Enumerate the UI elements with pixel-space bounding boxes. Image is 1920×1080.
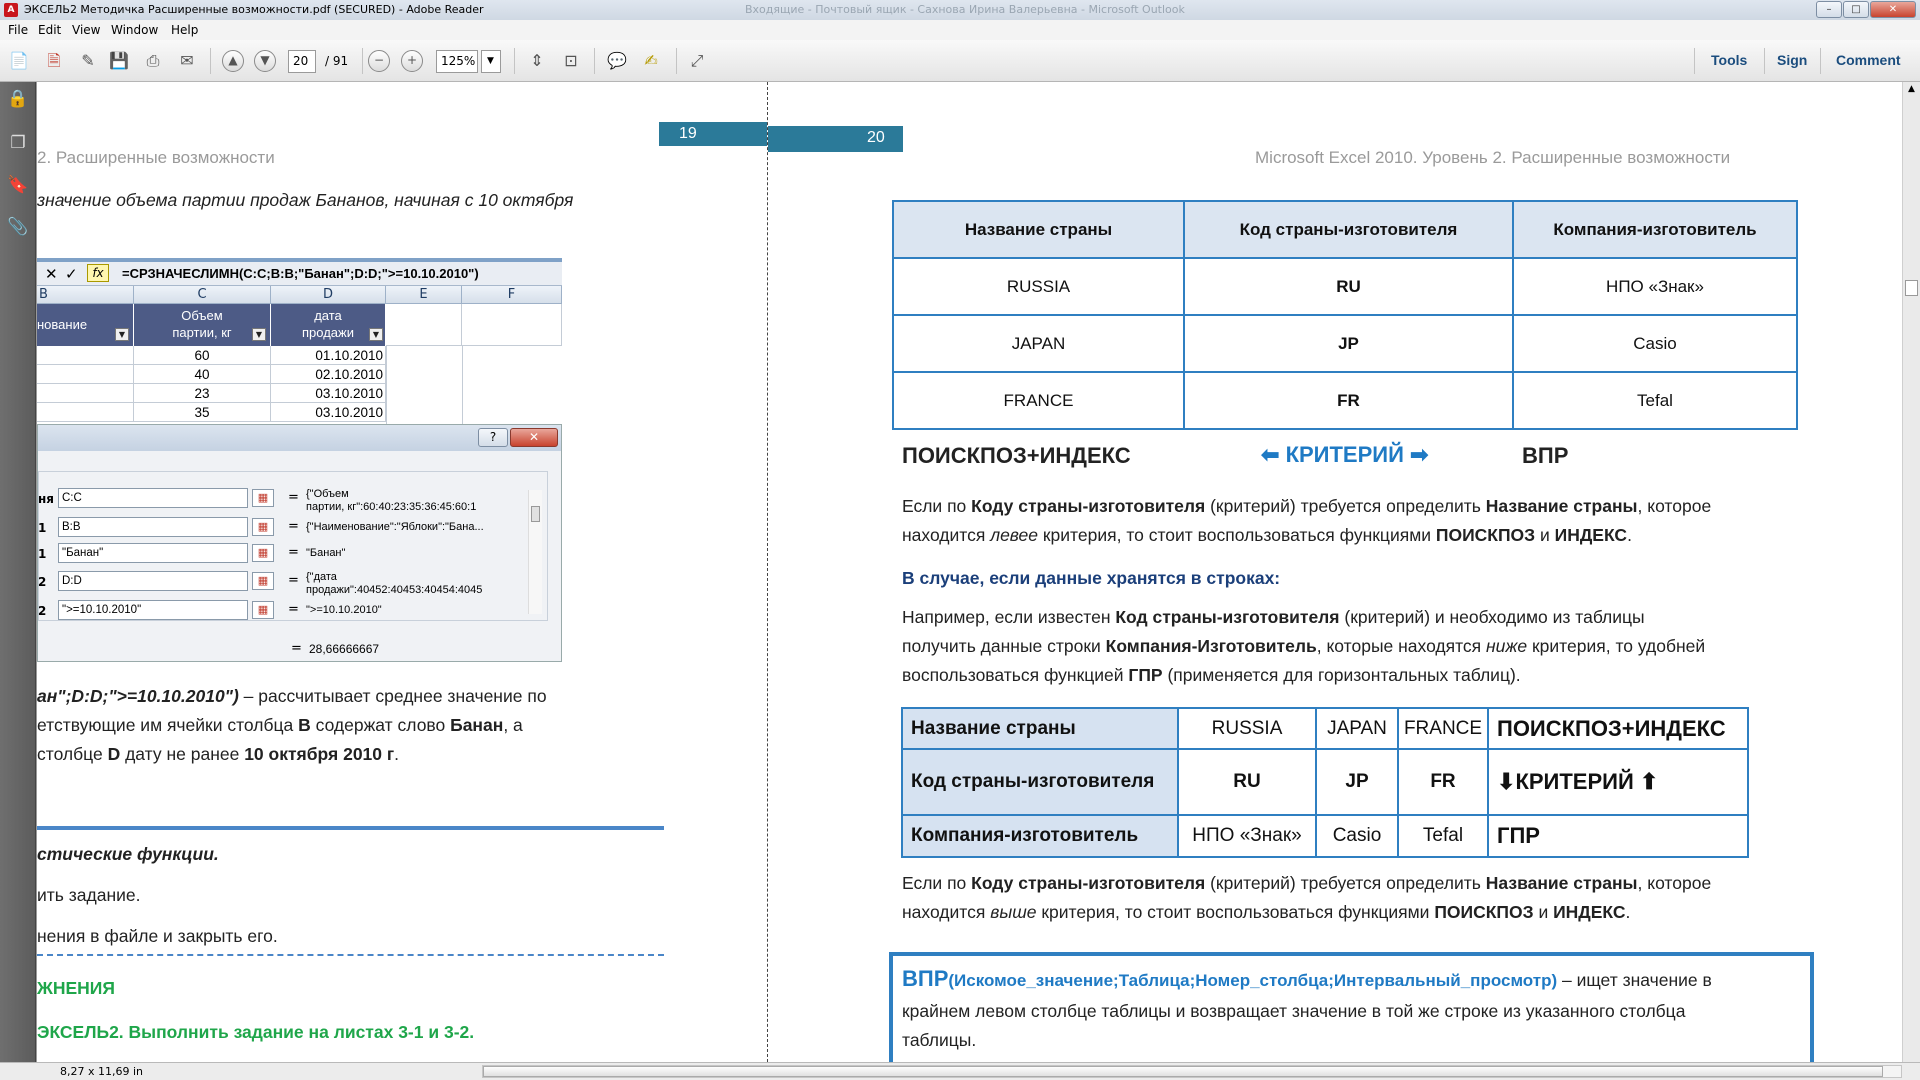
paragraph-3-line-1: [902, 873, 1711, 894]
bold-text: Название страны: [1485, 873, 1638, 893]
paragraph-1-line-1: [902, 496, 1711, 517]
text: .: [1627, 525, 1632, 545]
page-number-tab-left: 19: [659, 122, 767, 146]
page-total: / 91: [325, 54, 349, 68]
bold-text: ИНДЕКС: [1553, 902, 1626, 922]
bold-text: Название страны: [1485, 496, 1638, 516]
explain-text: содержат слово: [310, 715, 451, 735]
create-icon[interactable]: 🗎: [47, 51, 61, 70]
explain-text: етствующие им ячейки столбца: [37, 715, 299, 735]
rows-heading: В случае, если данные хранятся в строках:: [902, 568, 1281, 588]
arg-input: ">=10.10.2010": [58, 600, 248, 620]
dialog-scroll-thumb: [531, 506, 540, 522]
arg-label: 1: [38, 521, 47, 535]
table-row: [902, 749, 1748, 815]
attachment-icon[interactable]: 📎: [7, 217, 29, 237]
text: , которое: [1637, 873, 1712, 893]
header-date-line2: продажи: [302, 325, 354, 340]
exercises-heading: ЖНЕНИЯ: [37, 978, 115, 998]
dialog-scrollbar: [528, 490, 542, 614]
arg-input: C:C: [58, 488, 248, 508]
table-cell: JAPAN: [893, 315, 1184, 372]
fit-width-icon[interactable]: ⊡: [564, 51, 578, 70]
arg-result-line2: продажи":40452:40453:40454:4045: [306, 584, 483, 596]
table-cell: JP: [1316, 749, 1398, 815]
explain-line-1: [37, 686, 547, 707]
table-row: [902, 708, 1748, 749]
page-divider: [767, 82, 768, 1062]
column-header-e: E: [386, 286, 462, 304]
grid-line: [386, 346, 387, 424]
text: (критерий) и необходимо из таблицы: [1339, 607, 1645, 627]
paragraph-2-line-3: [902, 665, 1521, 686]
table-cell: НПО «Знак»: [1513, 258, 1797, 315]
scroll-up-icon[interactable]: ▲: [1908, 84, 1915, 94]
maximize-button[interactable]: □: [1843, 1, 1869, 18]
criterion-text: КРИТЕРИЙ: [1285, 442, 1404, 467]
toolbar-separator: [1764, 48, 1765, 74]
arg-result-line1: {"Объем: [306, 488, 349, 500]
page-number-tab-right: 20: [768, 126, 903, 152]
cell-volume: 23: [134, 384, 271, 403]
bold-text: ГПР: [1128, 665, 1163, 685]
function-arguments-dialog: [37, 424, 562, 662]
arg-label: ня: [38, 492, 54, 506]
explain-text: столбце: [37, 744, 108, 764]
cell-date: 03.10.2010: [271, 384, 386, 403]
table-cell: RU: [1178, 749, 1316, 815]
cell-date: 01.10.2010: [271, 346, 386, 365]
bold-text: Код страны-изготовителя: [1115, 607, 1340, 627]
cancel-icon: ✕: [45, 265, 58, 283]
lock-icon[interactable]: 🔒: [7, 89, 29, 109]
previous-page-icon[interactable]: ▲: [222, 50, 244, 72]
toolbar: [0, 40, 1920, 82]
text: и: [1533, 902, 1554, 922]
header-volume-line2: партии, кг: [172, 325, 232, 340]
vertical-scrollbar[interactable]: [1902, 82, 1920, 1062]
bold-text: Компания-Изготовитель: [1105, 636, 1317, 656]
save-icon[interactable]: 💾: [109, 51, 129, 70]
range-picker-icon: ▦: [252, 518, 274, 536]
toolbar-separator: [514, 48, 515, 74]
toolbar-separator: [1694, 48, 1695, 74]
table-cell: ПОИСКПОЗ+ИНДЕКС: [1488, 708, 1748, 749]
pages-thumbnail-icon[interactable]: ❐: [10, 133, 26, 153]
table-header-cell: Компания-изготовитель: [1513, 201, 1797, 258]
text: (критерий) требуется определить: [1205, 873, 1486, 893]
italic-text: левее: [990, 525, 1039, 545]
arg-label: 1: [38, 547, 47, 561]
arg-result-line2: партии, кг":60:40:23:35:36:45:60:1: [306, 501, 477, 513]
paragraph-3-line-2: [902, 902, 1630, 923]
arg-input: D:D: [58, 571, 248, 591]
text: , которое: [1637, 496, 1712, 516]
print-icon[interactable]: ⎙: [146, 51, 160, 70]
close-button[interactable]: ✕: [1870, 1, 1916, 18]
header-volume: [134, 304, 271, 346]
left-page-intro: значение объема партии продаж Бананов, начиная с 10 октября: [37, 190, 574, 210]
table-row: [893, 372, 1797, 429]
paragraph-2-line-1: [902, 607, 1645, 628]
equals-sign: =: [288, 490, 299, 505]
cell-empty: [37, 346, 134, 365]
cell-empty: [37, 403, 134, 422]
toolbar-separator: [210, 48, 211, 74]
equals-sign: =: [288, 573, 299, 588]
equals-sign: =: [288, 545, 299, 560]
cell-empty: [386, 304, 462, 346]
table-cell: FRANCE: [1398, 708, 1488, 749]
table-row-label: Компания-изготовитель: [902, 815, 1178, 857]
enter-icon: ✓: [65, 265, 78, 283]
task-line-2: нения в файле и закрыть его.: [37, 926, 278, 946]
column-header-b: B: [37, 286, 134, 304]
text: (применяется для горизонтальных таблиц).: [1162, 665, 1521, 685]
excel-screenshot: [37, 258, 562, 424]
explain-text: .: [394, 744, 400, 764]
criterion-label: [1261, 442, 1428, 468]
table-cell: FRANCE: [893, 372, 1184, 429]
sticky-note-icon[interactable]: 💬: [607, 51, 627, 70]
menu-help[interactable]: Help: [171, 23, 199, 37]
equals-sign: =: [288, 519, 299, 534]
vpr-line-2: крайнем левом столбце таблицы и возвращает значение в той же строке из указанного столбца: [902, 1001, 1686, 1021]
cell-empty: [37, 365, 134, 384]
section-heading: стические функции.: [37, 844, 219, 864]
table-cell: FR: [1184, 372, 1513, 429]
sign-pane-button[interactable]: Sign: [1777, 52, 1808, 68]
menu-edit[interactable]: Edit: [38, 23, 62, 37]
equals-sign: =: [288, 602, 299, 617]
arg-input: B:B: [58, 517, 248, 537]
paragraph-1-line-2: [902, 525, 1632, 546]
country-table-vertical: [892, 200, 1798, 430]
navigation-pane: [0, 82, 36, 1062]
status-bar: [0, 1062, 1920, 1080]
bookmark-icon[interactable]: 🔖: [7, 175, 29, 195]
arg-input: "Банан": [58, 543, 248, 563]
document-view[interactable]: [37, 82, 1920, 1062]
arrow-up-icon: ⬆: [1639, 769, 1659, 794]
text: находится: [902, 902, 991, 922]
arrow-right-icon: ➡: [1410, 442, 1429, 467]
filter-dropdown-chevron-down-icon: ▼: [252, 328, 266, 341]
text: Если по: [902, 873, 972, 893]
vpr-args: (Искомое_значение;Таблица;Номер_столбца;Интервальный_просмотр): [948, 971, 1558, 990]
text: (критерий) требуется определить: [1205, 496, 1486, 516]
table-row: [902, 815, 1748, 857]
table-cell: ГПР: [1488, 815, 1748, 857]
table-cell: FR: [1398, 749, 1488, 815]
filter-dropdown-chevron-down-icon: ▼: [115, 328, 129, 341]
explain-text: , а: [503, 715, 523, 735]
table-cell: JP: [1184, 315, 1513, 372]
text: критерия, то удобней: [1527, 636, 1706, 656]
formula-text: =СРЗНАЧЕСЛИМН(C:C;B:B;"Банан";D:D;">=10.10.2010"): [122, 266, 479, 281]
total-equals-sign: =: [291, 641, 302, 656]
arg-result: "Банан": [306, 547, 346, 559]
table-cell: Tefal: [1398, 815, 1488, 857]
arg-result: {"Наименование":"Яблоки":"Бана...: [306, 521, 484, 533]
text: и: [1535, 525, 1555, 545]
arrow-down-icon: ⬇: [1497, 769, 1516, 794]
column-header-d: D: [271, 286, 386, 304]
arg-result: [306, 488, 476, 514]
arg-result: [306, 571, 482, 597]
explain-bold: Банан: [450, 715, 504, 735]
arg-label: 2: [38, 575, 47, 589]
column-header-f: F: [462, 286, 562, 304]
grid-line: [462, 346, 463, 424]
vpr-name: ВПР: [902, 966, 949, 991]
explain-text: – рассчитывает среднее значение по: [238, 686, 547, 706]
background-window-title: Входящие - Почтовый ящик - Сахнова Ирина Валерьевна - Microsoft Outlook: [745, 3, 1185, 16]
formula-italic: ан";D:D;">=10.10.2010"): [37, 686, 239, 706]
range-picker-icon: ▦: [252, 572, 274, 590]
dialog-close-icon: ✕: [510, 428, 558, 447]
formula-bar: [37, 258, 562, 286]
cell-volume: 40: [134, 365, 271, 384]
text: критерия, то стоит воспользоваться функциями: [1038, 525, 1436, 545]
highlight-icon[interactable]: ✍: [644, 51, 658, 70]
table-row-label: Название страны: [902, 708, 1178, 749]
filter-dropdown-chevron-down-icon: ▼: [369, 328, 383, 341]
range-picker-icon: ▦: [252, 601, 274, 619]
table-cell: Casio: [1513, 315, 1797, 372]
country-table-horizontal: [901, 707, 1749, 858]
table-cell: RUSSIA: [893, 258, 1184, 315]
text: , которые находятся: [1316, 636, 1487, 656]
comment-pane-button[interactable]: Comment: [1836, 52, 1901, 68]
text: – ищет значение в: [1557, 970, 1712, 990]
italic-text: ниже: [1486, 636, 1528, 656]
bold-text: ИНДЕКС: [1554, 525, 1628, 545]
bold-text: ПОИСКПОЗ: [1435, 525, 1536, 545]
cell-volume: 35: [134, 403, 271, 422]
horizontal-scrollbar[interactable]: [482, 1065, 1902, 1078]
lookup-left-label: ПОИСКПОЗ+ИНДЕКС: [902, 443, 1131, 468]
table-header-cell: Код страны-изготовителя: [1184, 201, 1513, 258]
zoom-input[interactable]: 125%: [436, 50, 478, 73]
table-row: [893, 258, 1797, 315]
toolbar-separator: [362, 48, 363, 74]
explain-bold: B: [298, 715, 311, 735]
explain-line-3: [37, 744, 399, 765]
horizontal-scroll-thumb[interactable]: [483, 1066, 1883, 1077]
text: Если по: [902, 496, 972, 516]
dialog-title-bar: [38, 425, 562, 451]
zoom-in-icon[interactable]: +: [401, 50, 423, 72]
right-page-header: Microsoft Excel 2010. Уровень 2. Расширенные возможности: [1255, 148, 1731, 167]
criterion-text: КРИТЕРИЙ: [1515, 769, 1634, 794]
toolbar-separator: [676, 48, 677, 74]
edit-icon[interactable]: ✎: [81, 51, 95, 70]
dialog-total-result: 28,66666667: [309, 642, 380, 656]
cell-empty: [462, 304, 562, 346]
vpr-line-1: [902, 966, 1712, 992]
column-header-c: C: [134, 286, 271, 304]
text: Например, если известен: [902, 607, 1116, 627]
tools-pane-button[interactable]: Tools: [1711, 52, 1748, 68]
explain-line-2: [37, 715, 523, 736]
bold-text: Коду страны-изготовителя: [971, 496, 1206, 516]
title-bar: [0, 0, 1920, 20]
create-pdf-icon[interactable]: 📄: [9, 51, 29, 70]
table-cell: RUSSIA: [1178, 708, 1316, 749]
zoom-out-icon[interactable]: −: [368, 50, 390, 72]
range-picker-icon: ▦: [252, 489, 274, 507]
table-cell: [1488, 749, 1748, 815]
cell-volume: 60: [134, 346, 271, 365]
dialog-help-icon: ?: [478, 428, 508, 447]
cell-date: 03.10.2010: [271, 403, 386, 422]
bold-text: ПОИСКПОЗ: [1434, 902, 1534, 922]
arrow-left-icon: ⬅: [1261, 442, 1280, 467]
toolbar-separator: [1820, 48, 1821, 74]
arg-result-line1: {"дата: [306, 571, 337, 583]
task-line-1: ить задание.: [37, 885, 141, 905]
table-row-label: Код страны-изготовителя: [902, 749, 1178, 815]
menu-bar: [0, 20, 1920, 40]
page-size-label: 8,27 x 11,69 in: [60, 1065, 144, 1078]
exercise-line: ЭКСЕЛЬ2. Выполнить задание на листах 3-1 и 3-2.: [37, 1022, 475, 1042]
full-screen-icon[interactable]: ⤢: [690, 51, 704, 70]
text: получить данные строки: [902, 636, 1106, 656]
explain-bold: D: [107, 744, 121, 764]
range-picker-icon: ▦: [252, 544, 274, 562]
table-cell: НПО «Знак»: [1178, 815, 1316, 857]
insert-function-icon: fx: [87, 264, 109, 282]
paragraph-2-line-2: [902, 636, 1705, 657]
fit-page-icon[interactable]: ⇕: [530, 51, 544, 70]
minimize-button[interactable]: –: [1816, 1, 1842, 18]
explain-text: дату не ранее: [120, 744, 245, 764]
adobe-reader-icon: A: [4, 3, 18, 17]
zoom-dropdown-chevron-down-icon[interactable]: ▼: [481, 50, 501, 73]
page-number-input[interactable]: 20: [288, 50, 316, 73]
cell-empty: [37, 384, 134, 403]
italic-text: выше: [990, 902, 1037, 922]
arg-result: ">=10.10.2010": [306, 604, 382, 616]
table-header-row: [893, 201, 1797, 258]
dashed-divider: [37, 954, 664, 956]
table-row: [893, 315, 1797, 372]
next-page-icon[interactable]: ▼: [254, 50, 276, 72]
scroll-thumb[interactable]: [1905, 280, 1918, 296]
arg-label: 2: [38, 604, 47, 618]
text: воспользоваться функцией: [902, 665, 1129, 685]
text: находится: [902, 525, 991, 545]
lookup-right-label: ВПР: [1522, 443, 1569, 468]
email-icon[interactable]: ✉: [180, 51, 194, 70]
header-date-line1: дата: [314, 308, 342, 323]
menu-window[interactable]: Window: [111, 23, 159, 37]
header-volume-line1: Объем: [181, 308, 223, 323]
text: критерия, то стоит воспользоваться функциями: [1036, 902, 1435, 922]
table-cell: JAPAN: [1316, 708, 1398, 749]
cell-date: 02.10.2010: [271, 365, 386, 384]
left-page-header: 2. Расширенные возможности: [37, 148, 275, 167]
window-title: ЭКСЕЛЬ2 Методичка Расширенные возможности.pdf (SECURED) - Adobe Reader: [24, 3, 484, 16]
bold-text: Коду страны-изготовителя: [971, 873, 1206, 893]
menu-file[interactable]: File: [8, 23, 29, 37]
table-cell: Casio: [1316, 815, 1398, 857]
table-cell: Tefal: [1513, 372, 1797, 429]
toolbar-separator: [594, 48, 595, 74]
table-header-cell: Название страны: [893, 201, 1184, 258]
text: .: [1625, 902, 1631, 922]
header-name-text: нование: [37, 317, 88, 332]
vpr-line-3: таблицы.: [902, 1030, 977, 1050]
explain-bold: 10 октября 2010 г: [244, 744, 395, 764]
table-cell: RU: [1184, 258, 1513, 315]
section-divider: [37, 826, 664, 830]
menu-view[interactable]: View: [72, 23, 101, 37]
